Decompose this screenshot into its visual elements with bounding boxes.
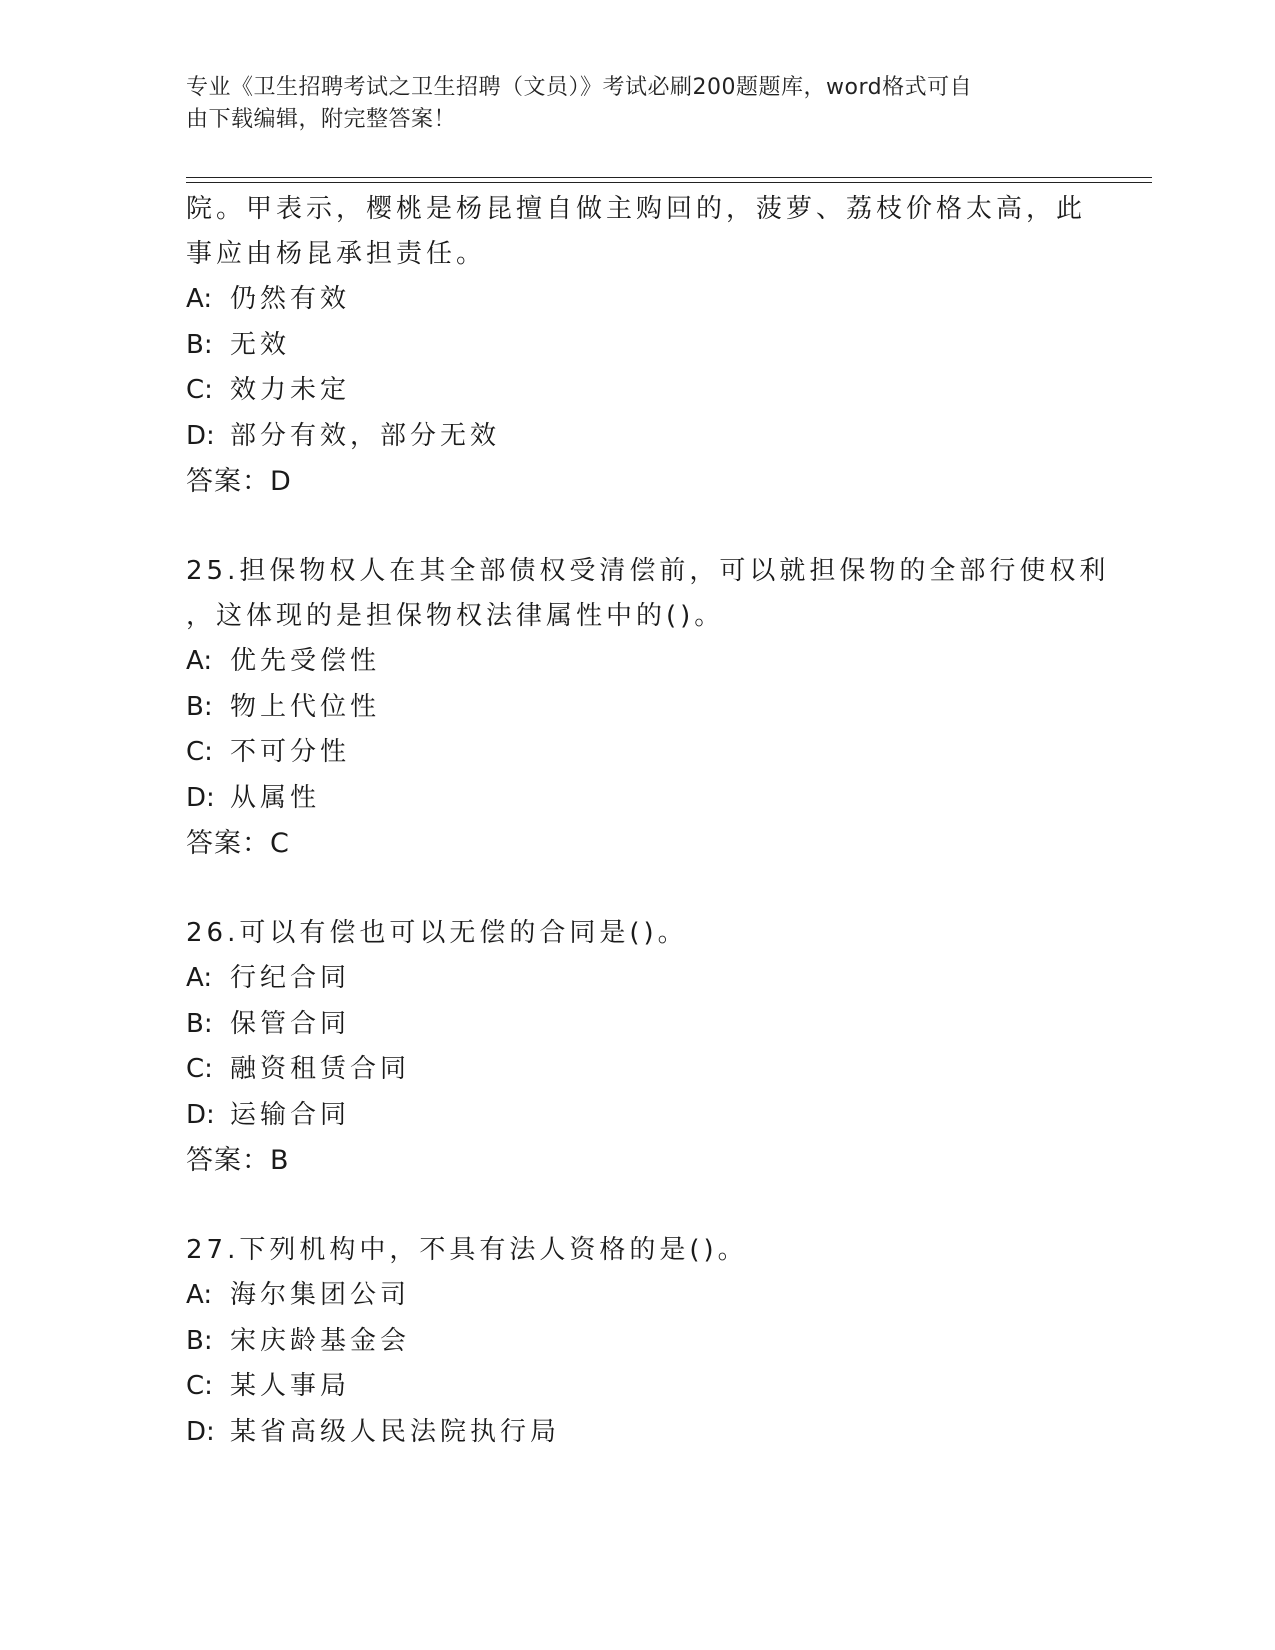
question-text-line: ，这体现的是担保物权法律属性中的()。 [186, 601, 725, 631]
option-a [186, 1273, 1086, 1319]
option-c [186, 730, 1086, 776]
header-line-1: 专业《卫生招聘考试之卫生招聘（文员）》考试必刷200题题库，word格式可自 [186, 75, 973, 100]
option-d [186, 1093, 1086, 1139]
option-text: 保管合同 [230, 1008, 351, 1039]
question-text-line: 院。甲表示，樱桃是杨昆擅自做主购回的，菠萝、荔枝价格太高，此 [186, 194, 1087, 224]
option-a [186, 639, 1086, 685]
option-text: 行纪合同 [230, 963, 351, 993]
header-line-2: 由下载编辑，附完整答案！ [186, 107, 457, 132]
option-letter: B: [186, 329, 213, 360]
question-25 [186, 549, 1110, 867]
header-divider-top [186, 177, 1152, 178]
question-26 [186, 911, 1086, 1184]
option-d [186, 776, 1086, 822]
question-body [186, 187, 1110, 1455]
option-d [186, 414, 1086, 460]
option-text: 海尔集团公司 [230, 1280, 411, 1310]
option-text: 无效 [230, 329, 291, 360]
option-text: 从属性 [230, 782, 321, 813]
option-letter: D: [186, 1099, 215, 1130]
question-text-line: 26.可以有偿也可以无偿的合同是()。 [186, 918, 688, 948]
option-letter: C: [186, 1371, 213, 1401]
option-a [186, 956, 1086, 1002]
option-letter: C: [186, 375, 213, 405]
option-text: 不可分性 [230, 737, 351, 767]
option-letter: B: [186, 1325, 213, 1356]
question-27 [186, 1228, 1086, 1455]
option-letter: A: [186, 646, 213, 676]
option-c [186, 1047, 1086, 1093]
answer-line: 答案：D [186, 466, 292, 497]
option-text: 某省高级人民法院执行局 [230, 1416, 561, 1447]
option-letter: C: [186, 1054, 213, 1084]
document-header [186, 72, 1066, 136]
option-b [186, 323, 1086, 369]
option-text: 优先受偿性 [230, 646, 381, 676]
option-text: 某人事局 [230, 1371, 351, 1401]
option-a [186, 277, 1086, 323]
option-letter: B: [186, 1008, 213, 1039]
option-letter: D: [186, 1416, 215, 1447]
option-text: 部分有效，部分无效 [230, 420, 501, 451]
option-letter: B: [186, 691, 213, 722]
option-d [186, 1410, 1086, 1456]
option-letter: A: [186, 963, 213, 993]
option-c [186, 368, 1086, 414]
option-b [186, 1319, 1086, 1365]
option-letter: A: [186, 284, 213, 314]
option-c [186, 1364, 1086, 1410]
option-text: 宋庆龄基金会 [230, 1325, 411, 1356]
option-text: 融资租赁合同 [230, 1054, 411, 1084]
option-text: 仍然有效 [230, 284, 351, 314]
header-divider-bottom [186, 182, 1152, 183]
option-letter: D: [186, 782, 215, 813]
answer-line: 答案：C [186, 828, 290, 859]
answer-line: 答案：B [186, 1145, 290, 1176]
option-text: 效力未定 [230, 375, 351, 405]
option-b [186, 1002, 1086, 1048]
question-text-line: 27.下列机构中，不具有法人资格的是()。 [186, 1235, 748, 1265]
question-continuation [186, 187, 1086, 505]
question-text-line: 25.担保物权人在其全部债权受清偿前，可以就担保物的全部行使权利 [186, 556, 1110, 586]
question-text-line: 事应由杨昆承担责任。 [186, 239, 487, 269]
option-letter: C: [186, 737, 213, 767]
option-letter: A: [186, 1280, 213, 1310]
option-text: 物上代位性 [230, 691, 381, 722]
option-b [186, 685, 1086, 731]
option-text: 运输合同 [230, 1099, 351, 1130]
option-letter: D: [186, 420, 215, 451]
